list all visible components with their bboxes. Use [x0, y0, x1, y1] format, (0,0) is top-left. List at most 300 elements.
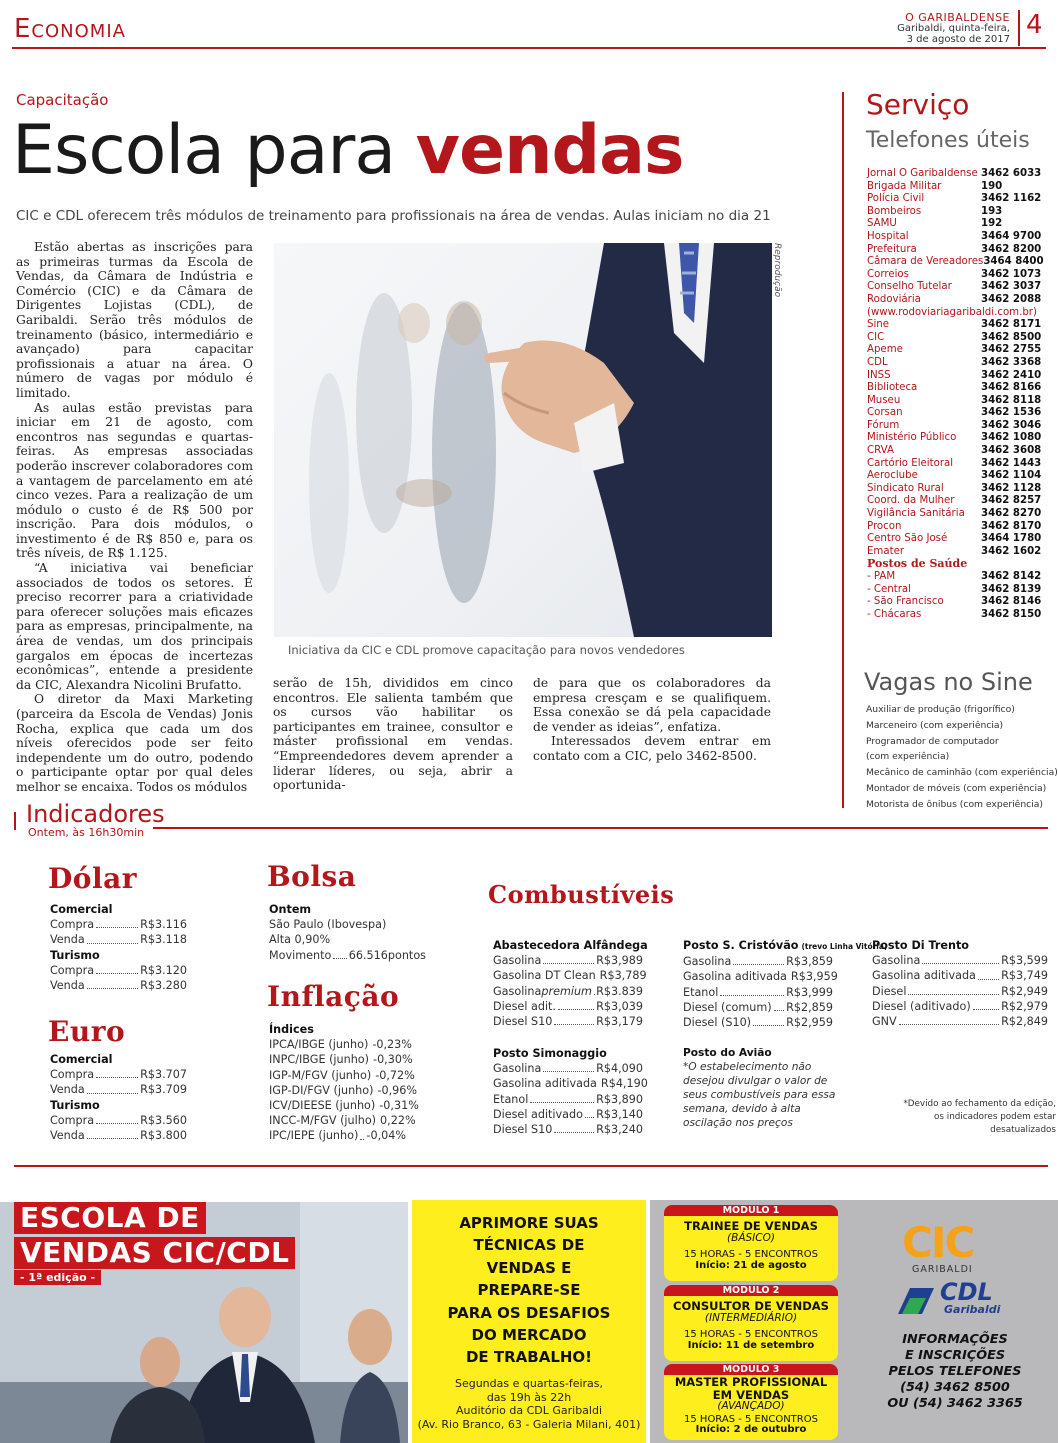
value-row [872, 999, 1048, 1014]
phone-row [867, 508, 1053, 521]
list-item: Programador de computador [866, 735, 999, 747]
paragraph: serão de 15h, divididos em cinco encontros. Ele salienta também que os cursos vão habilitar os participantes em trainee, consultor e máster profissional em vendas. “Empreendedores devem aprender a liderar líderes, ou seja, abrir a oportunida- [273, 676, 513, 793]
article-column-2 [273, 676, 513, 793]
bolsa-label: Ontem [269, 903, 312, 916]
row-value: R$3,140 [596, 1107, 643, 1121]
phone-name: INSS [867, 369, 891, 381]
phone-row [867, 533, 1053, 546]
list-item: Auxiliar de produção (frigorífico) [866, 704, 1015, 715]
phone-name: Sine [867, 319, 890, 331]
row-label: Venda [50, 979, 85, 993]
phone-row [867, 571, 1053, 584]
dolar-block [50, 902, 187, 993]
row-label: Diesel [872, 984, 907, 998]
value-row [872, 953, 1048, 968]
cic-logo-sub: GARIBALDI [912, 1264, 973, 1275]
row-label: Compra [50, 918, 95, 932]
row-value: R$3,999 [786, 985, 833, 999]
dolar-title: Dólar [48, 862, 137, 895]
phone-number: 3462 8118 [981, 394, 1042, 406]
phone-row [867, 370, 1053, 383]
phone-name: - Chácaras [867, 608, 922, 620]
row-value: -0,04% [366, 1129, 406, 1143]
phone-name: Jornal O Garibaldense [867, 168, 978, 179]
row-label: Diesel (S10) [683, 1016, 752, 1030]
headline [12, 112, 684, 190]
bolsa-title: Bolsa [267, 860, 357, 893]
posto-name [683, 938, 887, 954]
row-label: Gasolina [493, 984, 542, 998]
list-item: Mecânico de caminhão (com experiência) [866, 767, 1058, 779]
posto-trento [872, 938, 1048, 1029]
phone-number: 193 [981, 205, 1003, 217]
posto-simonaggio [493, 1046, 648, 1137]
dots [899, 1014, 999, 1025]
phone-name: Conselho Tutelar [867, 281, 952, 293]
paper-name: O GARIBALDENSE [905, 11, 1010, 24]
bolsa-line: Alta 0,90% [269, 933, 331, 947]
row-value: R$2,859 [786, 1000, 833, 1014]
phone-name: Prefeitura [867, 243, 917, 255]
row-label: IPCA/IBGE (junho) [269, 1038, 369, 1052]
schedule-line: (Av. Rio Branco, 63 - Galeria Milani, 401) [417, 1417, 641, 1431]
phone-name: Polícia Civil [867, 193, 925, 205]
headline-regular: Escola para [12, 111, 416, 190]
phone-row [867, 294, 1053, 307]
row-value: R$3.280 [140, 979, 187, 993]
value-row [683, 954, 833, 969]
phone-name: Centro São José [867, 533, 948, 545]
phone-number: 3462 8146 [981, 596, 1042, 608]
value-row [269, 1113, 416, 1128]
bolsa-movement-row [269, 948, 426, 963]
phone-number: 3462 3037 [981, 281, 1042, 293]
dots [554, 1014, 594, 1025]
value-row [50, 1067, 187, 1082]
row-value: R$4,090 [596, 1062, 643, 1076]
value-row [50, 932, 187, 947]
value-row [269, 1083, 418, 1098]
module-title: CONSULTOR DE VENDAS [673, 1299, 829, 1313]
phone-row [867, 483, 1053, 496]
row-value: R$3,890 [596, 1092, 643, 1106]
dots [96, 1113, 138, 1124]
row-value: R$3.707 [140, 1068, 187, 1082]
photo-credit: Reprodução [772, 243, 782, 298]
phone-name: Rodoviária [867, 293, 921, 305]
posto-name [872, 938, 1048, 953]
value-row [50, 1113, 187, 1128]
schedule-line: Auditório da CDL Garibaldi [455, 1404, 603, 1418]
value-row [683, 1000, 833, 1015]
row-value: R$3,599 [1001, 954, 1048, 968]
phone-list [867, 168, 1053, 621]
module-start: Início: 11 de setembro [687, 1339, 815, 1351]
page-number: 4 [1018, 10, 1048, 46]
phone-row [867, 193, 1053, 206]
dots [530, 1092, 594, 1103]
cdl-logo-sub: Garibaldi [944, 1303, 1001, 1316]
value-row [50, 963, 187, 978]
phone-number: 3462 1162 [981, 193, 1042, 205]
phone-number: 190 [981, 180, 1003, 192]
row-value: R$4,190 [600, 1077, 648, 1091]
paragraph: O diretor da Maxi Marketing (parceira da Escola de Vendas) Jonis Rocha, explica que cada um dos níveis oferecidos pode ser feito independente um do outro, podendo o participante optar por qual deles melhor se encaixa. Todos os módulos [16, 692, 253, 794]
phone-name: Correios [867, 268, 909, 280]
info-line: INFORMAÇÕES [902, 1332, 1008, 1347]
article-photo [274, 243, 772, 637]
row-value: -0,31% [379, 1099, 419, 1113]
module-hours: 15 HORAS - 5 ENCONTROS [684, 1329, 818, 1340]
value-row [50, 1082, 187, 1097]
vagas-list [866, 702, 1058, 813]
handshake-illustration [274, 243, 772, 637]
row-label: IPC/IEPE (junho) [269, 1129, 359, 1143]
phone-name: Bombeiros [867, 205, 922, 217]
row-label: Gasolina [493, 954, 542, 968]
tagline-line: DE TRABALHO! [465, 1348, 593, 1367]
article-column-1 [16, 240, 253, 795]
subhead: Índices [269, 1023, 314, 1036]
dots [333, 948, 346, 959]
phone-number: 3462 1080 [981, 432, 1042, 444]
value-row [493, 1061, 643, 1076]
inflacao-block [269, 1022, 419, 1144]
dots [543, 953, 594, 964]
indicators-left-rule [14, 812, 16, 830]
phone-name: Emater [867, 545, 905, 557]
list-item: Motorista de ônibus (com experiência) [866, 798, 1043, 810]
phone-row [867, 445, 1053, 458]
value-row [493, 968, 647, 983]
dots [720, 985, 784, 996]
row-value: R$3.800 [140, 1129, 187, 1143]
value-row [493, 1092, 643, 1107]
posto-note: *O estabelecimento não desejou divulgar o valor de seus combustíveis para essa semana, devido à alta oscilação nos preços [683, 1061, 836, 1129]
module-card-2 [664, 1285, 838, 1361]
posto-title: Posto Simonaggio [493, 1047, 607, 1060]
tagline-line: APRIMORE SUAS [459, 1214, 599, 1232]
row-label: Etanol [493, 1092, 529, 1106]
paragraph: de para que os colaboradores da empresa cresçam e se qualifiquem. Essa conexão se dá pela capacidade de vender as ideias”, enfatiza. [533, 676, 771, 734]
phone-row [867, 281, 1053, 294]
ad-edition: - 1ª edição - [14, 1270, 101, 1285]
dots [558, 999, 594, 1010]
euro-title: Euro [48, 1015, 126, 1048]
posto-cristovao [683, 938, 887, 1030]
row-label: Gasolina [683, 955, 732, 969]
phone-name: Museu [867, 394, 901, 406]
module-tag: MÓDULO 2 [664, 1285, 838, 1296]
phone-name: CIC [867, 331, 885, 343]
phone-name: SAMU [867, 218, 897, 230]
ad-title-line-1: ESCOLA DE [14, 1202, 206, 1234]
phone-row [867, 168, 1053, 181]
module-tag: MÓDULO 3 [664, 1364, 838, 1375]
info-line: PELOS TELEFONES [888, 1364, 1022, 1379]
module-level: (INTERMEDIÁRIO) [704, 1311, 798, 1324]
date-line-1: Garibaldi, quinta-feira, [897, 23, 1010, 34]
article-subtitle: CIC e CDL oferecem três módulos de treinamento para profissionais na área de vendas. Aulas iniciam no dia 21 [16, 208, 771, 224]
row-label-italic: premium [541, 984, 592, 998]
list-item: Montador de móveis (com experiência) [866, 782, 1047, 794]
posto-note: (trevo Linha Vitória) [801, 942, 888, 951]
module-card-3 [664, 1364, 838, 1440]
phone-name: Câmara de Vereadores [867, 256, 984, 268]
phone-number: 3462 8171 [981, 319, 1042, 331]
tagline-line: TÉCNICAS DE [473, 1236, 585, 1255]
phone-number: 3462 8270 [981, 508, 1042, 520]
dots [87, 932, 138, 943]
dots [87, 978, 138, 989]
value-row [683, 985, 833, 1000]
dots [973, 999, 999, 1010]
row-label: IGP-M/FGV (junho) [269, 1068, 372, 1082]
phone-section-head: Postos de Saúde [867, 557, 968, 571]
row-label: Venda [50, 1083, 85, 1097]
value-row [683, 969, 838, 984]
bolsa-line: São Paulo (Ibovespa) [269, 918, 387, 932]
phone-number: 3462 8170 [981, 520, 1042, 532]
row-label: Gasolina aditivada [683, 970, 787, 984]
row-value: R$3.709 [140, 1083, 187, 1097]
phone-name: Procon [867, 520, 902, 532]
tagline-line: VENDAS E [486, 1258, 572, 1277]
value-row [269, 1128, 406, 1143]
subhead: Comercial [50, 903, 113, 916]
paragraph: “A iniciativa vai beneficiar associados de todos os setores. É preciso recorrer para a criatividade para oferecer soluções mais eficazes para as empresas, principalmente, na área de vendas, um dos principais gargalos em épocas de incertezas econômicas”, entende a presidente da CIC, Alexandra Nicolini Brufatto. [16, 561, 253, 692]
phone-number: 3462 1128 [981, 482, 1042, 494]
value-row [872, 984, 1048, 999]
phone-number: 3462 8139 [981, 583, 1042, 595]
module-tag: MÓDULO 1 [664, 1205, 838, 1216]
dots [96, 963, 138, 974]
info-line: OU (54) 3462 3365 [887, 1396, 1023, 1411]
value-row [872, 1014, 1048, 1029]
phone-name: CDL [867, 356, 888, 368]
phone-row [867, 609, 1053, 622]
row-value: R$3,179 [596, 1015, 643, 1029]
phone-number: 192 [981, 218, 1003, 230]
row-label: Gasolina aditivada [493, 1077, 597, 1091]
header-rule [12, 47, 1046, 49]
row-value: R$3,789 [599, 969, 647, 983]
phone-number: 3462 8500 [981, 331, 1042, 343]
date-line-2: 3 de agosto de 2017 [906, 34, 1010, 45]
row-value: -0,30% [373, 1053, 413, 1067]
dots [774, 1000, 784, 1011]
value-row [493, 953, 643, 968]
module-hours: 15 HORAS - 5 ENCONTROS [684, 1413, 818, 1425]
phone-row [867, 495, 1053, 508]
indicators-bottom-rule [14, 1165, 1048, 1167]
module-start: Início: 2 de outubro [695, 1424, 807, 1435]
service-subtitle: Telefones úteis [866, 128, 1030, 153]
posto-title: Posto S. Cristóvão [683, 939, 799, 952]
row-label: Compra [50, 1113, 95, 1127]
phone-row [867, 596, 1053, 609]
phone-name: Coord. da Mulher [867, 495, 955, 507]
row-label: Gasolina DT Clean [493, 969, 596, 983]
row-value: R$2,979 [1001, 999, 1048, 1013]
phone-row [867, 269, 1053, 282]
phone-number: 3462 3368 [981, 356, 1042, 368]
row-value: -0,72% [375, 1068, 415, 1082]
phone-name: Biblioteca [867, 382, 918, 394]
phone-number: 3464 8400 [983, 256, 1044, 268]
phone-number: 3462 6033 [981, 168, 1042, 179]
row-value: R$3,240 [596, 1123, 643, 1137]
phone-number: 3462 1443 [981, 457, 1042, 469]
value-row [493, 1076, 648, 1091]
phone-number: 3462 3608 [981, 445, 1042, 457]
posto-name [493, 1046, 643, 1061]
phone-row [867, 584, 1053, 597]
indicators-top-rule [153, 827, 1048, 829]
module-level: (AVANÇADO) [717, 1400, 785, 1412]
subhead: Turismo [50, 1098, 100, 1112]
dots [922, 953, 999, 964]
ad-schedule [412, 1377, 646, 1431]
posto-aviao [683, 1046, 845, 1130]
cic-logo: CIC [902, 1218, 974, 1267]
headline-bold: vendas [415, 111, 684, 190]
row-label: Diesel (comum) [683, 1000, 772, 1014]
phone-row [867, 319, 1053, 332]
inflacao-title: Inflação [267, 980, 400, 1013]
dots [96, 917, 138, 928]
dots [360, 1128, 364, 1139]
cdl-logo: CDL [940, 1278, 993, 1306]
phone-number: 3462 1104 [981, 470, 1042, 482]
dots [733, 954, 784, 965]
posto-name: Posto do Avião [683, 1047, 772, 1059]
dots [585, 1107, 594, 1118]
paragraph: As aulas estão previstas para iniciar em 21 de agosto, com encontros nas segundas e quartas-feiras. As empresas associadas poderão inscrever colaboradores com a vantagem de parcelamento em até cinco vezes. Para a realização de um módulo o custo é de R$ 500 por inscrição. Para dois módulos, o investimento é de R$ 850 e, para os três níveis, de R$ 1.125. [16, 400, 253, 561]
phone-row [867, 432, 1053, 445]
phone-name: Cartório Eleitoral [867, 457, 954, 469]
article-column-3 [533, 676, 771, 764]
row-value: R$3.120 [140, 963, 187, 977]
phone-number: 3462 8257 [981, 495, 1042, 507]
dots [87, 1082, 138, 1093]
list-item: Marceneiro (com experiência) [866, 719, 1004, 731]
phone-name: - PAM [867, 571, 896, 582]
value-row [493, 1107, 643, 1122]
phone-name: Aeroclube [867, 470, 918, 482]
phone-row [867, 218, 1053, 231]
row-value: R$3,959 [790, 970, 838, 984]
phone-note: (www.rodoviariagaribaldi.com.br) [867, 306, 1037, 318]
value-row [50, 1128, 187, 1143]
row-value: -0,23% [372, 1038, 412, 1052]
sidebar-divider [842, 92, 844, 808]
subhead: Turismo [50, 948, 100, 962]
dots [543, 1061, 594, 1072]
phone-name: Apeme [867, 344, 903, 356]
phone-row [867, 181, 1053, 194]
value-row [50, 978, 187, 993]
row-label: Diesel adit. [493, 999, 556, 1013]
value-row [50, 917, 187, 932]
phone-name: Sindicato Rural [867, 482, 944, 494]
bolsa-block [269, 902, 426, 963]
paper-info [897, 12, 1010, 45]
row-value: R$3,989 [596, 954, 643, 968]
phone-row [867, 344, 1053, 357]
phone-row [867, 244, 1053, 257]
row-value: R$3.116 [140, 918, 187, 932]
photo-caption: Iniciativa da CIC e CDL promove capacitação para novos vendedores [288, 643, 685, 657]
phone-row [867, 521, 1053, 534]
info-line: E INSCRIÇÕES [904, 1348, 1006, 1363]
value-row [493, 999, 643, 1014]
value-row [269, 1098, 419, 1113]
phone-number: 3462 2088 [981, 293, 1042, 305]
phone-number: 3462 2410 [981, 369, 1042, 381]
phone-number: 3462 1602 [981, 545, 1042, 557]
row-label: Diesel S10 [493, 1015, 553, 1029]
row-value: R$2,949 [1001, 984, 1048, 998]
row-value: 0,22% [380, 1114, 416, 1128]
indicators-title: Indicadores [26, 800, 165, 828]
row-value: R$3.118 [140, 933, 187, 947]
row-label: Compra [50, 1068, 95, 1082]
row-label: Movimento [269, 948, 332, 962]
row-value: R$3.839 [596, 984, 643, 998]
posto-alfandega [493, 938, 648, 1029]
row-label: Etanol [683, 985, 719, 999]
row-value: -0,96% [377, 1083, 418, 1097]
phone-name: CRVA [867, 445, 894, 457]
phone-number: 3462 3046 [981, 419, 1042, 431]
dots [87, 1128, 138, 1139]
indicators-disclaimer: *Devido ao fechamento da edição, os indicadores podem estar desatualizados [903, 1099, 1056, 1135]
phone-row [867, 357, 1053, 370]
info-line: (54) 3462 8500 [900, 1380, 1010, 1395]
phone-number: 3462 1536 [981, 407, 1042, 419]
phone-name: Ministério Público [867, 432, 957, 444]
value-row [269, 1068, 415, 1083]
row-label: Venda [50, 1129, 85, 1143]
phone-row [867, 420, 1053, 433]
phone-name: Hospital [867, 230, 909, 242]
paragraph: Interessados devem entrar em contato com a CIC, pelo 3462-8500. [533, 734, 771, 763]
module-card-1 [664, 1205, 838, 1281]
phone-number: 3462 8166 [981, 382, 1042, 394]
dots [753, 1015, 784, 1026]
subhead: Comercial [50, 1053, 113, 1066]
row-label: Gasolina [493, 1062, 542, 1076]
value-row [269, 1037, 412, 1052]
module-hours: 15 HORAS - 5 ENCONTROS [684, 1249, 818, 1260]
module-start: Início: 21 de agosto [695, 1259, 807, 1271]
row-label: INPC/IBGE (junho) [269, 1053, 370, 1067]
row-label: Gasolina aditivada [872, 969, 976, 983]
schedule-line: das 19h às 22h [486, 1390, 572, 1404]
phone-row [867, 407, 1053, 420]
row-value: R$3,039 [596, 999, 643, 1013]
row-value: R$3,749 [1001, 969, 1048, 983]
phone-row [867, 382, 1053, 395]
row-label: Diesel (aditivado) [872, 999, 971, 1013]
phone-number: 3464 1780 [981, 533, 1042, 545]
row-label: Compra [50, 963, 95, 977]
phone-name: Corsan [867, 407, 903, 419]
row-value: R$3.560 [140, 1113, 187, 1127]
phone-number: 3462 8142 [981, 571, 1042, 582]
row-label: Diesel aditivado [493, 1107, 583, 1121]
